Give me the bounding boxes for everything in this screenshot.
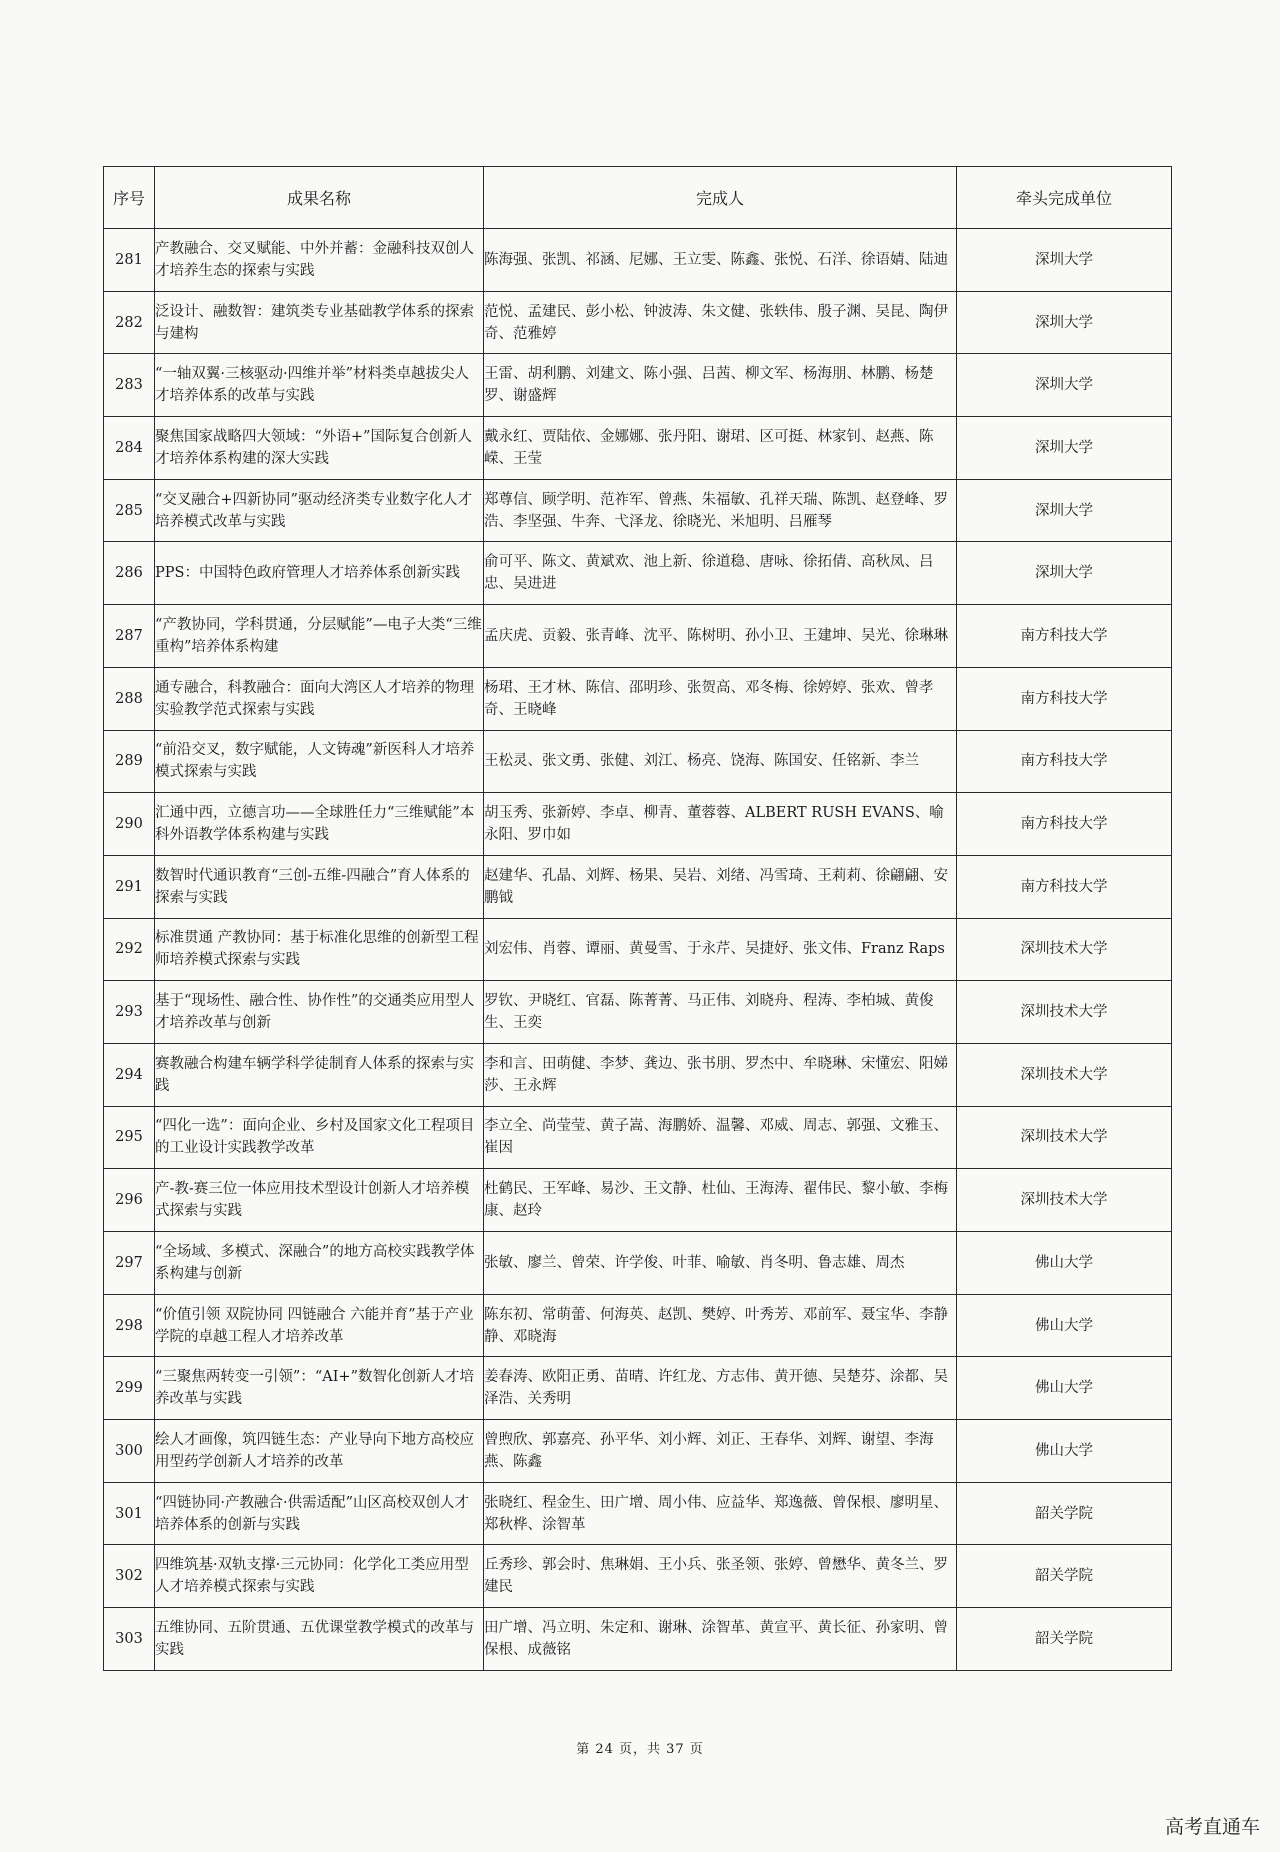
row-number: 302 xyxy=(104,1545,155,1608)
table-row xyxy=(104,542,1172,605)
table-row xyxy=(104,1482,1172,1545)
table-row xyxy=(104,1420,1172,1483)
contributors: 俞可平、陈文、黄斌欢、池上新、徐道稳、唐咏、徐拓倩、高秋凤、吕忠、吴进进 xyxy=(484,542,957,605)
row-number: 298 xyxy=(104,1294,155,1357)
row-number: 295 xyxy=(104,1106,155,1169)
lead-unit: 南方科技大学 xyxy=(957,730,1172,793)
lead-unit: 韶关学院 xyxy=(957,1482,1172,1545)
table-row xyxy=(104,354,1172,417)
table-row xyxy=(104,855,1172,918)
row-number: 281 xyxy=(104,229,155,292)
row-number: 297 xyxy=(104,1232,155,1295)
lead-unit: 深圳技术大学 xyxy=(957,918,1172,981)
contributors: 王松灵、张文勇、张健、刘江、杨亮、饶海、陈国安、任铭新、李兰 xyxy=(484,730,957,793)
contributors: 郑尊信、顾学明、范祚军、曾燕、朱福敏、孔祥天瑞、陈凯、赵登峰、罗浩、李坚强、牛奔、弋泽龙、徐晓光、米旭明、吕雁琴 xyxy=(484,479,957,542)
header-people: 完成人 xyxy=(484,167,957,229)
table-row xyxy=(104,730,1172,793)
achievement-name: 四维筑基·双轨支撑·三元协同：化学化工类应用型人才培养模式探索与实践 xyxy=(155,1545,484,1608)
table-body xyxy=(104,229,1172,1671)
contributors: 戴永红、贾陆依、金娜娜、张丹阳、谢珺、区可挺、林家钊、赵燕、陈嵘、王莹 xyxy=(484,417,957,480)
contributors: 张晓红、程金生、田广增、周小伟、应益华、郑逸薇、曾保根、廖明星、郑秋桦、涂智革 xyxy=(484,1482,957,1545)
table-row xyxy=(104,1106,1172,1169)
contributors: 刘宏伟、肖蓉、谭丽、黄曼雪、于永芹、吴捷妤、张文伟、Franz Raps xyxy=(484,918,957,981)
row-number: 303 xyxy=(104,1608,155,1671)
lead-unit: 深圳大学 xyxy=(957,354,1172,417)
contributors: 李和言、田萌健、李梦、龚边、张书朋、罗杰中、牟晓琳、宋懂宏、阳娣莎、王永辉 xyxy=(484,1043,957,1106)
table-row xyxy=(104,793,1172,856)
lead-unit: 南方科技大学 xyxy=(957,667,1172,730)
contributors: 杨珺、王才林、陈信、邵明珍、张贺高、邓冬梅、徐婷婷、张欢、曾孝奇、王晓峰 xyxy=(484,667,957,730)
lead-unit: 佛山大学 xyxy=(957,1357,1172,1420)
lead-unit: 韶关学院 xyxy=(957,1545,1172,1608)
lead-unit: 深圳大学 xyxy=(957,229,1172,292)
row-number: 286 xyxy=(104,542,155,605)
contributors: 罗钦、尹晓红、官磊、陈菁菁、马正伟、刘晓舟、程涛、李柏城、黄俊生、王奕 xyxy=(484,981,957,1044)
table-header-row xyxy=(104,167,1172,229)
header-name: 成果名称 xyxy=(155,167,484,229)
header-no: 序号 xyxy=(104,167,155,229)
achievement-name: 数智时代通识教育“三创-五维-四融合”育人体系的探索与实践 xyxy=(155,855,484,918)
achievement-name: PPS：中国特色政府管理人才培养体系创新实践 xyxy=(155,542,484,605)
row-number: 301 xyxy=(104,1482,155,1545)
row-number: 282 xyxy=(104,291,155,354)
results-table xyxy=(103,166,1172,1671)
achievement-name: “交叉融合+四新协同”驱动经济类专业数字化人才培养模式改革与实践 xyxy=(155,479,484,542)
row-number: 285 xyxy=(104,479,155,542)
contributors: 丘秀珍、郭会时、焦琳娟、王小兵、张圣领、张婷、曾懋华、黄冬兰、罗建民 xyxy=(484,1545,957,1608)
contributors: 张敏、廖兰、曾荣、许学俊、叶菲、喻敏、肖冬明、鲁志雄、周杰 xyxy=(484,1232,957,1295)
lead-unit: 南方科技大学 xyxy=(957,793,1172,856)
lead-unit: 佛山大学 xyxy=(957,1420,1172,1483)
row-number: 291 xyxy=(104,855,155,918)
table-row xyxy=(104,667,1172,730)
lead-unit: 深圳技术大学 xyxy=(957,981,1172,1044)
table-row xyxy=(104,1294,1172,1357)
achievement-name: 标准贯通 产教协同：基于标准化思维的创新型工程师培养模式探索与实践 xyxy=(155,918,484,981)
table-row xyxy=(104,1043,1172,1106)
achievement-name: 基于“现场性、融合性、协作性”的交通类应用型人才培养改革与创新 xyxy=(155,981,484,1044)
lead-unit: 南方科技大学 xyxy=(957,605,1172,668)
contributors: 田广增、冯立明、朱定和、谢琳、涂智革、黄宣平、黄长征、孙家明、曾保根、成薇铭 xyxy=(484,1608,957,1671)
table-row xyxy=(104,291,1172,354)
table-row xyxy=(104,479,1172,542)
table-row xyxy=(104,229,1172,292)
achievement-name: 通专融合，科教融合：面向大湾区人才培养的物理实验教学范式探索与实践 xyxy=(155,667,484,730)
table-row xyxy=(104,1232,1172,1295)
row-number: 292 xyxy=(104,918,155,981)
achievement-name: 产-教-赛三位一体应用技术型设计创新人才培养模式探索与实践 xyxy=(155,1169,484,1232)
achievement-name: 绘人才画像，筑四链生态：产业导向下地方高校应用型药学创新人才培养的改革 xyxy=(155,1420,484,1483)
lead-unit: 深圳大学 xyxy=(957,291,1172,354)
page-number: 第 24 页，共 37 页 xyxy=(576,1742,704,1757)
table-row xyxy=(104,1545,1172,1608)
achievement-name: “产教协同，学科贯通，分层赋能”—电子大类“三维重构”培养体系构建 xyxy=(155,605,484,668)
lead-unit: 深圳技术大学 xyxy=(957,1043,1172,1106)
contributors: 李立全、尚莹莹、黄子嵩、海鹏娇、温馨、邓威、周志、郭强、文雅玉、崔因 xyxy=(484,1106,957,1169)
contributors: 赵建华、孔晶、刘辉、杨果、吴岩、刘绪、冯雪琦、王莉莉、徐翩翩、安鹏钺 xyxy=(484,855,957,918)
contributors: 范悦、孟建民、彭小松、钟波涛、朱文健、张轶伟、殷子渊、吴昆、陶伊奇、范雅婷 xyxy=(484,291,957,354)
table-row xyxy=(104,981,1172,1044)
lead-unit: 韶关学院 xyxy=(957,1608,1172,1671)
contributors: 胡玉秀、张新婷、李卓、柳青、董蓉蓉、ALBERT RUSH EVANS、喻永阳、罗巾如 xyxy=(484,793,957,856)
watermark: 高考直通车 xyxy=(1164,1816,1260,1838)
row-number: 284 xyxy=(104,417,155,480)
row-number: 289 xyxy=(104,730,155,793)
row-number: 283 xyxy=(104,354,155,417)
row-number: 300 xyxy=(104,1420,155,1483)
contributors: 陈东初、常萌蕾、何海英、赵凯、樊婷、叶秀芳、邓前军、聂宝华、李静静、邓晓海 xyxy=(484,1294,957,1357)
achievement-name: 产教融合、交叉赋能、中外并蓄：金融科技双创人才培养生态的探索与实践 xyxy=(155,229,484,292)
contributors: 杜鹤民、王军峰、易沙、王文静、杜仙、王海涛、翟伟民、黎小敏、李梅康、赵玲 xyxy=(484,1169,957,1232)
lead-unit: 深圳大学 xyxy=(957,479,1172,542)
table-row xyxy=(104,1357,1172,1420)
achievement-name: 聚焦国家战略四大领域：“外语+”国际复合创新人才培养体系构建的深大实践 xyxy=(155,417,484,480)
row-number: 296 xyxy=(104,1169,155,1232)
table-row xyxy=(104,1608,1172,1671)
contributors: 王雷、胡利鹏、刘建文、陈小强、吕茜、柳文军、杨海朋、林鹏、杨楚罗、谢盛辉 xyxy=(484,354,957,417)
table-row xyxy=(104,918,1172,981)
contributors: 陈海强、张凯、祁涵、尼娜、王立雯、陈鑫、张悦、石洋、徐语婧、陆迪 xyxy=(484,229,957,292)
achievement-name: 五维协同、五阶贯通、五优课堂教学模式的改革与实践 xyxy=(155,1608,484,1671)
row-number: 293 xyxy=(104,981,155,1044)
lead-unit: 深圳技术大学 xyxy=(957,1106,1172,1169)
achievement-name: “价值引领 双院协同 四链融合 六能并育”基于产业学院的卓越工程人才培养改革 xyxy=(155,1294,484,1357)
achievement-name: “全场域、多模式、深融合”的地方高校实践教学体系构建与创新 xyxy=(155,1232,484,1295)
achievement-name: “四化一选”：面向企业、乡村及国家文化工程项目的工业设计实践教学改革 xyxy=(155,1106,484,1169)
lead-unit: 佛山大学 xyxy=(957,1232,1172,1295)
row-number: 294 xyxy=(104,1043,155,1106)
table-row xyxy=(104,605,1172,668)
contributors: 姜春涛、欧阳正勇、苗晴、许红龙、方志伟、黄开德、吴楚芬、涂都、吴泽浩、关秀明 xyxy=(484,1357,957,1420)
row-number: 288 xyxy=(104,667,155,730)
contributors: 孟庆虎、贡毅、张青峰、沈平、陈树明、孙小卫、王建坤、吴光、徐琳琳 xyxy=(484,605,957,668)
contributors: 曾煦欣、郭嘉亮、孙平华、刘小辉、刘正、王春华、刘辉、谢望、李海燕、陈鑫 xyxy=(484,1420,957,1483)
lead-unit: 深圳大学 xyxy=(957,542,1172,605)
achievement-name: 汇通中西，立德言功——全球胜任力“三维赋能”本科外语教学体系构建与实践 xyxy=(155,793,484,856)
lead-unit: 深圳大学 xyxy=(957,417,1172,480)
achievement-name: 泛设计、融数智：建筑类专业基础教学体系的探索与建构 xyxy=(155,291,484,354)
achievement-name: 赛教融合构建车辆学科学徒制育人体系的探索与实践 xyxy=(155,1043,484,1106)
achievement-name: “前沿交叉，数字赋能，人文铸魂”新医科人才培养模式探索与实践 xyxy=(155,730,484,793)
achievement-name: “一轴双翼·三核驱动·四维并举”材料类卓越拔尖人才培养体系的改革与实践 xyxy=(155,354,484,417)
table-row xyxy=(104,417,1172,480)
row-number: 290 xyxy=(104,793,155,856)
header-unit: 牵头完成单位 xyxy=(957,167,1172,229)
lead-unit: 南方科技大学 xyxy=(957,855,1172,918)
achievement-name: “三聚焦两转变一引领”：“AI+”数智化创新人才培养改革与实践 xyxy=(155,1357,484,1420)
row-number: 299 xyxy=(104,1357,155,1420)
achievement-name: “四链协同·产教融合·供需适配”山区高校双创人才培养体系的创新与实践 xyxy=(155,1482,484,1545)
table-row xyxy=(104,1169,1172,1232)
lead-unit: 佛山大学 xyxy=(957,1294,1172,1357)
row-number: 287 xyxy=(104,605,155,668)
lead-unit: 深圳技术大学 xyxy=(957,1169,1172,1232)
